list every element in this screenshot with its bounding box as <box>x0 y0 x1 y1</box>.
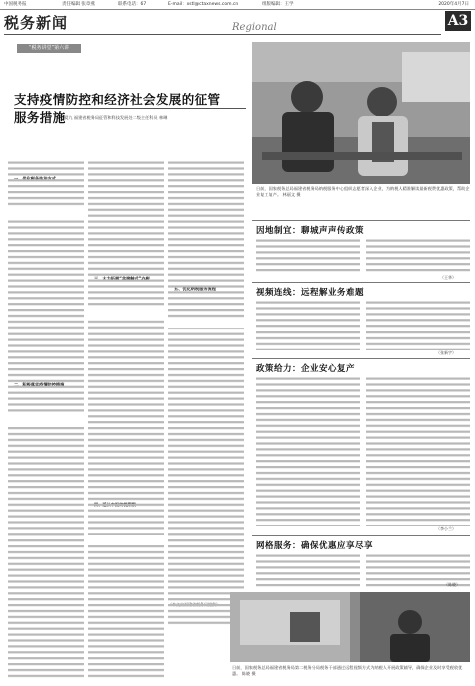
bottom-photo-image <box>230 592 470 662</box>
brief-2-title: 视频连线：远程解业务难题 <box>256 288 365 298</box>
brief-4-title: 网格服务：确保优惠应享尽享 <box>256 541 374 551</box>
phone-label: 联系电话：67 <box>118 2 147 7</box>
bottom-photo-caption <box>232 665 470 677</box>
editor-label: 责任编辑 张章燕 <box>62 2 95 7</box>
body-text-lines <box>8 160 244 680</box>
brief-3-tag: （李小兰） <box>436 526 456 531</box>
paper-name: 中国税务报 <box>4 2 27 7</box>
page-number: A3 <box>445 11 471 31</box>
caption-credit: 林丽文 摄 <box>282 192 301 197</box>
email-label: E-mail：xstl@ctaxnews.com.cn <box>168 2 239 7</box>
brief-1-title: 因地制宜：聊城声声传政策 <box>256 226 365 236</box>
brief-2-tag: （张新宇） <box>436 350 456 355</box>
briefs-top-rule <box>252 220 470 221</box>
brief-4-rule <box>252 535 470 536</box>
column-tag: “税务讲堂”第六讲 <box>17 44 81 53</box>
bottom-photo <box>230 592 470 662</box>
bottom-caption-credit: 陈晓 摄 <box>241 671 256 676</box>
section-subtitle: Regional <box>232 22 277 33</box>
brief-2-rule <box>252 282 470 283</box>
brief-4-text <box>256 553 470 589</box>
main-photo <box>252 42 470 184</box>
caption-text: 日前，国家税务总局福建省税务局纳税服务中心组织志愿者深入企业，为纳税人精准解读最新税费优惠政策，帮助企业复工复产。 <box>256 186 470 197</box>
masthead-rule <box>4 34 441 35</box>
main-photo-image <box>252 42 470 184</box>
top-info-bar <box>0 0 475 10</box>
brief-2-text <box>256 300 470 350</box>
brief-3-rule <box>252 358 470 359</box>
brief-1-text <box>256 238 470 274</box>
brief-3-text <box>256 376 470 526</box>
issue-date: 2020年4月7日 <box>438 2 469 7</box>
brief-4-tag: （陈晓） <box>444 582 460 587</box>
article-byline: 王爱九 福建省税务局征管和科技发展处二级主任科员 林琳 <box>60 115 168 120</box>
layout-editor-label: 组版编辑：王学 <box>262 2 294 7</box>
section-title: 税务新闻 <box>4 14 69 32</box>
brief-3-title: 政策给力：企业安心复产 <box>256 364 356 374</box>
main-photo-caption <box>256 186 470 198</box>
brief-1-tag: （王华） <box>440 275 456 280</box>
article-headline: 支持疫情防控和经济社会发展的征管服务措施 <box>14 92 221 125</box>
bottom-caption-text: 日前，国家税务总局福建省税务局第二税务分局税务干部通过远程视频方式为纳税人开展政策辅导，确保企业及时享受税收优惠。 <box>232 665 463 676</box>
headline-rule <box>14 108 246 109</box>
masthead <box>0 10 475 38</box>
